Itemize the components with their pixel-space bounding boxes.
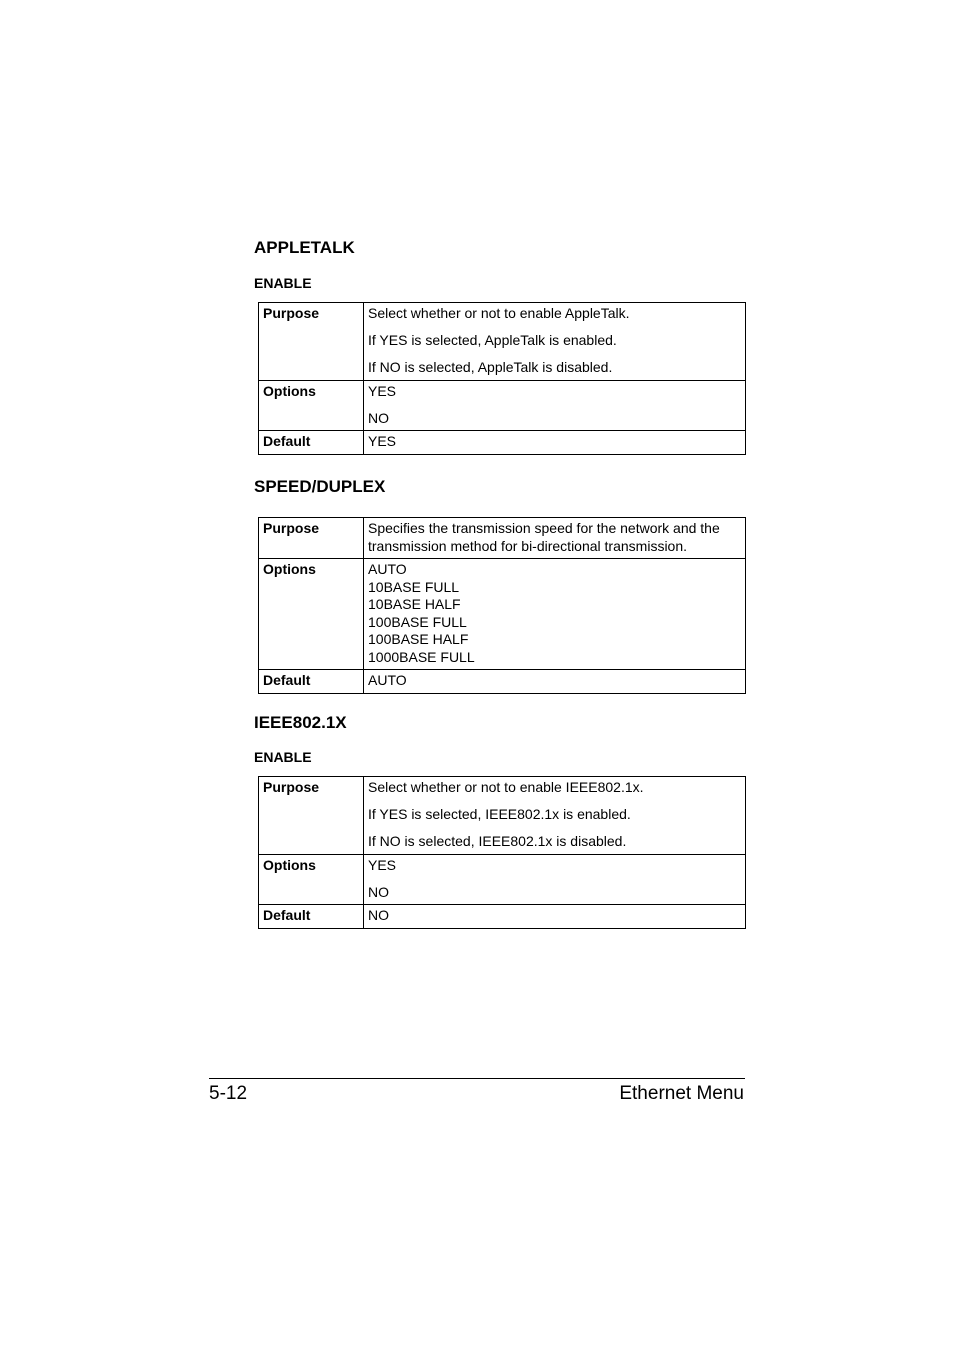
default-value: NO [364,905,746,929]
footer-divider [209,1078,745,1079]
row-label-options: Options [259,559,364,670]
option-value: 10BASE HALF [368,596,461,612]
table-row [259,905,746,929]
options-cell [364,854,746,905]
purpose-text: If YES is selected, AppleTalk is enabled. [368,332,617,348]
purpose-cell [364,777,746,855]
table-row [259,518,746,559]
table-row [259,559,746,670]
purpose-text: If NO is selected, AppleTalk is disabled. [368,359,613,375]
option-value: YES [368,856,397,873]
option-value: YES [368,382,397,399]
default-value: YES [364,431,746,455]
section-title-speed-duplex: SPEED/DUPLEX [254,477,386,496]
option-value: NO [368,409,389,426]
row-label-purpose: Purpose [259,777,364,855]
row-label-default: Default [259,905,364,929]
row-label-purpose: Purpose [259,518,364,559]
subsection-title-enable: ENABLE [254,275,312,291]
table-row [259,854,746,905]
subsection-title-enable: ENABLE [254,749,312,765]
purpose-text: If NO is selected, IEEE802.1x is disabled. [368,833,627,849]
table-row [259,670,746,694]
row-label-options: Options [259,380,364,431]
default-value: AUTO [364,670,746,694]
section-title-ieee8021x: IEEE802.1X [254,713,347,732]
row-label-default: Default [259,431,364,455]
section-title-appletalk: APPLETALK [254,238,355,257]
purpose-cell [364,303,746,381]
row-label-options: Options [259,854,364,905]
appletalk-enable-table [258,302,746,455]
row-label-purpose: Purpose [259,303,364,381]
options-cell [364,559,746,670]
table-row [259,777,746,855]
table-row [259,431,746,455]
option-value: AUTO [368,561,407,577]
option-value: 100BASE HALF [368,631,469,647]
purpose-text: If YES is selected, IEEE802.1x is enabled. [368,806,631,822]
option-value: 100BASE FULL [368,613,467,630]
row-label-default: Default [259,670,364,694]
table-row [259,303,746,381]
purpose-text: Select whether or not to enable AppleTalk. [368,305,630,321]
purpose-text: Select whether or not to enable IEEE802.1x. [368,779,644,795]
option-value: 1000BASE FULL [368,648,475,665]
ieee8021x-enable-table [258,776,746,929]
option-value: 10BASE FULL [368,578,460,595]
page-number: 5-12 [209,1083,248,1104]
purpose-text: Specifies the transmission speed for the network and the transmission method for bi-directional transmission. [364,518,746,559]
options-cell [364,380,746,431]
speed-duplex-table [258,517,746,694]
chapter-title: Ethernet Menu [619,1083,744,1104]
table-row [259,380,746,431]
option-value: NO [368,883,389,900]
